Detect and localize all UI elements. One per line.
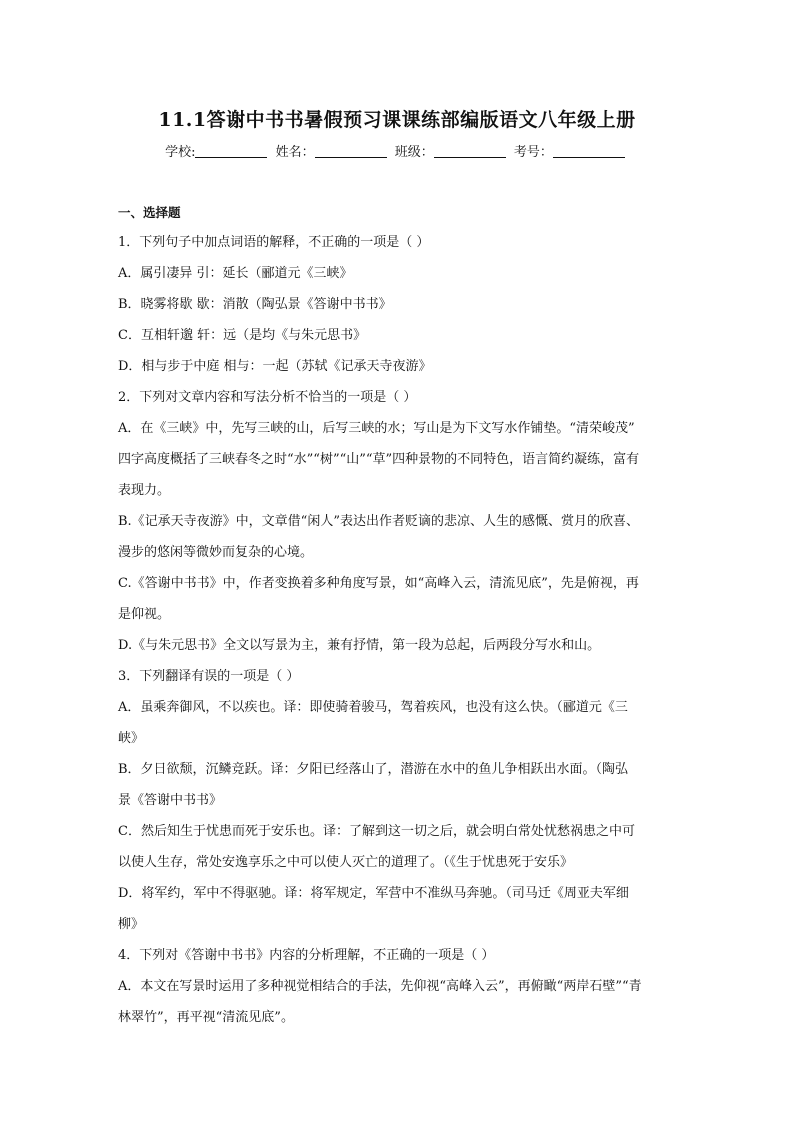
text-line: D．相与步于中庭 相与：一起（苏轼《记承天寺夜游》 bbox=[118, 359, 432, 374]
text-line: 4．下列对《答谢中书书》内容的分析理解，不正确的一项是（ ） bbox=[118, 948, 495, 963]
text-line: A．在《三峡》中，先写三峡的山，后写三峡的水；写山是为下文写水作铺垫。“清荣峻茂” bbox=[118, 421, 635, 436]
class-label: 班级： bbox=[394, 145, 434, 160]
school-label: 学校: bbox=[165, 145, 196, 160]
text-line: 漫步的悠闲等微妙而复杂的心境。 bbox=[118, 545, 314, 560]
text-line: 3．下列翻译有误的一项是（ ） bbox=[118, 669, 300, 684]
exam-no-blank[interactable] bbox=[553, 144, 625, 158]
text-line: B.《记承天寺夜游》中，文章借“闲人”表达出作者贬谪的悲凉、人生的感慨、赏月的欣喜、 bbox=[118, 514, 639, 529]
question-lines bbox=[118, 227, 680, 1033]
document-title: 11.1答谢中书书暑假预习课课练部编版语文八年级上册 bbox=[158, 109, 636, 131]
section-title: 一、选择题 bbox=[118, 205, 181, 220]
text-line: 是仰视。 bbox=[118, 607, 171, 622]
text-line: A．虽乘奔御风，不以疾也。译：即使骑着骏马，驾着疾风，也没有这么快。（郦道元《三 bbox=[118, 700, 628, 715]
text-line: 表现力。 bbox=[118, 483, 171, 498]
text-line: B．晓雾将歇 歇：消散（陶弘景《答谢中书书》 bbox=[118, 297, 392, 312]
name-label: 姓名： bbox=[275, 145, 315, 160]
text-line: 峡》 bbox=[118, 731, 145, 746]
text-line: 林翠竹”，再平视“清流见底”。 bbox=[118, 1010, 294, 1025]
class-blank[interactable] bbox=[434, 144, 506, 158]
name-blank[interactable] bbox=[315, 144, 387, 158]
text-line: C．然后知生于忧患而死于安乐也。译：了解到这一切之后，就会明白常处忧愁祸患之中可 bbox=[118, 824, 635, 839]
text-line: 柳》 bbox=[118, 917, 145, 932]
text-line: 2．下列对文章内容和写法分析不恰当的一项是（ ） bbox=[118, 390, 417, 405]
school-blank[interactable] bbox=[195, 144, 267, 158]
text-line: 四字高度概括了三峡春冬之时“水”“树”“山”“草”四种景物的不同特色，语言简约凝练，富有 bbox=[118, 452, 640, 467]
text-line: A．本文在写景时运用了多种视觉相结合的手法，先仰视“高峰入云”，再俯瞰“两岸石壁”“青 bbox=[118, 979, 642, 994]
text-line: D．将军约，军中不得驱驰。译：将军规定，军营中不准纵马奔驰。（司马迁《周亚夫军细 bbox=[118, 886, 629, 901]
text-line: 以使人生存，常处安逸享乐之中可以使人灭亡的道理了。（《生于忧患死于安乐》 bbox=[118, 855, 574, 870]
student-info-row bbox=[0, 141, 794, 160]
text-line: C．互相轩邈 轩：远（是均《与朱元思书》 bbox=[118, 328, 367, 343]
question-content bbox=[118, 201, 680, 1033]
exam-no-label: 考号： bbox=[513, 145, 553, 160]
text-line: A．属引凄异 引：延长（郦道元《三峡》 bbox=[118, 266, 353, 281]
text-line: 景《答谢中书书》 bbox=[118, 793, 223, 808]
text-line: D.《与朱元思书》全文以写景为主，兼有抒情，第一段为总起，后两段分写水和山。 bbox=[118, 638, 601, 653]
text-line: B．夕日欲颓，沉鳞竞跃。译：夕阳已经落山了，潜游在水中的鱼儿争相跃出水面。（陶弘 bbox=[118, 762, 629, 777]
text-line: 1．下列句子中加点词语的解释，不正确的一项是（ ） bbox=[118, 235, 430, 250]
text-line: C.《答谢中书书》中，作者变换着多种角度写景，如“高峰入云，清流见底”，先是俯视，再 bbox=[118, 576, 639, 591]
